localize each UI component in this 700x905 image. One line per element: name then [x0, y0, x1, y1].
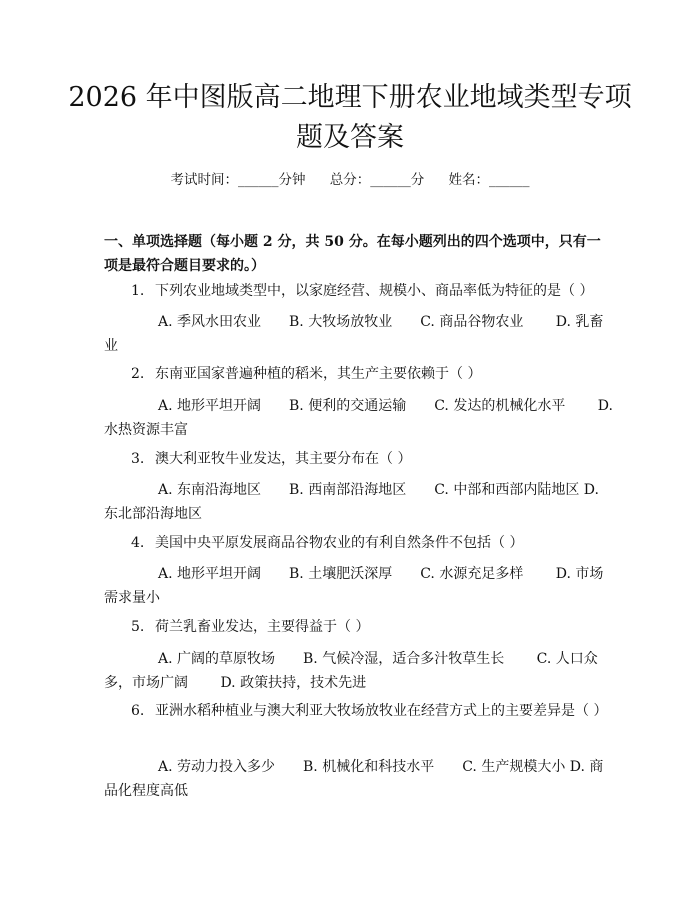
option-d: D. 水热资源丰富	[104, 398, 613, 438]
question-1	[104, 279, 614, 303]
options-3	[104, 478, 614, 526]
option-d: D. 商品化程度高低	[104, 759, 604, 799]
option-b: B. 便利的交通运输	[289, 398, 407, 414]
question-3	[104, 447, 614, 471]
question-6	[104, 699, 614, 723]
question-number: 5.	[131, 619, 145, 635]
option-a: A. 地形平坦开阔	[158, 398, 262, 414]
option-c: C. 中部和西部内陆地区	[434, 482, 580, 498]
option-d: D. 东北部沿海地区	[104, 482, 599, 522]
question-number: 2.	[131, 366, 145, 382]
exam-meta	[0, 168, 700, 188]
question-4	[104, 531, 614, 555]
option-b: B. 土壤肥沃深厚	[289, 566, 393, 582]
option-a: A. 劳动力投入多少	[158, 759, 276, 775]
question-stem: 美国中央平原发展商品谷物农业的有利自然条件不包括（ ）	[155, 535, 524, 551]
option-b: B. 机械化和科技水平	[303, 759, 435, 775]
option-a: A. 广阔的草原牧场	[158, 651, 276, 667]
option-d: D. 政策扶持，技术先进	[220, 675, 367, 691]
question-stem: 亚洲水稻种植业与澳大利亚大牧场放牧业在经营方式上的主要差异是（ ）	[155, 703, 608, 719]
option-d: D. 市场需求量小	[104, 566, 604, 606]
options-6	[104, 755, 614, 803]
option-a: A. 东南沿海地区	[158, 482, 262, 498]
question-stem: 东南亚国家普遍种植的稻米，其生产主要依赖于（ ）	[155, 366, 482, 382]
option-c: C. 发达的机械化水平	[434, 398, 566, 414]
question-number: 6.	[131, 703, 145, 719]
option-c: C. 生产规模大小	[462, 759, 566, 775]
total-score: 总分：______分	[329, 172, 425, 188]
question-stem: 澳大利亚牧牛业发达，其主要分布在（ ）	[155, 451, 412, 467]
question-number: 4.	[131, 535, 145, 551]
question-number: 1.	[131, 283, 145, 299]
exam-time: 考试时间：______分钟	[170, 172, 306, 188]
question-2	[104, 362, 614, 386]
question-5	[104, 615, 614, 639]
option-b: B. 气候冷湿，适合多汁牧草生长	[303, 651, 505, 667]
option-c: C. 商品谷物农业	[420, 314, 524, 330]
document-title: 2026 年中图版高二地理下册农业地域类型专项题及答案	[68, 82, 632, 153]
option-b: B. 西南部沿海地区	[289, 482, 407, 498]
option-c: C. 水源充足多样	[420, 566, 524, 582]
option-a: A. 地形平坦开阔	[158, 566, 262, 582]
question-stem: 下列农业地域类型中，以家庭经营、规模小、商品率低为特征的是（ ）	[155, 283, 594, 299]
options-5	[104, 647, 614, 695]
option-b: B. 大牧场放牧业	[289, 314, 393, 330]
option-a: A. 季风水田农业	[158, 314, 262, 330]
section-heading: 一、单项选择题（每小题 2 分，共 50 分。在每小题列出的四个选项中，只有一项是最符合题目要求的。）	[104, 234, 601, 274]
options-2	[104, 394, 614, 442]
option-d: D. 乳畜业	[104, 314, 604, 354]
option-c: C. 人口众多，市场广阔	[104, 651, 598, 691]
question-stem: 荷兰乳畜业发达，主要得益于（ ）	[155, 619, 370, 635]
options-1	[104, 310, 614, 358]
options-4	[104, 562, 614, 610]
question-number: 3.	[131, 451, 145, 467]
student-name: 姓名：______	[448, 172, 530, 188]
